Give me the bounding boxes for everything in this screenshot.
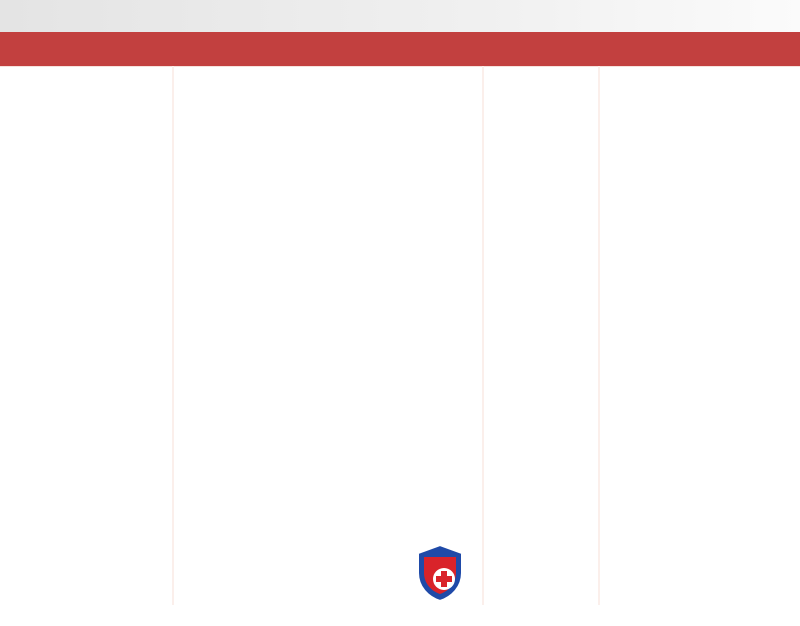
title-bar xyxy=(0,0,800,32)
medical-cross-icon xyxy=(414,543,466,603)
column-divider xyxy=(598,66,600,605)
column-divider xyxy=(172,66,174,605)
table-header xyxy=(0,32,800,67)
column-divider xyxy=(482,66,484,605)
watermark xyxy=(392,530,488,610)
